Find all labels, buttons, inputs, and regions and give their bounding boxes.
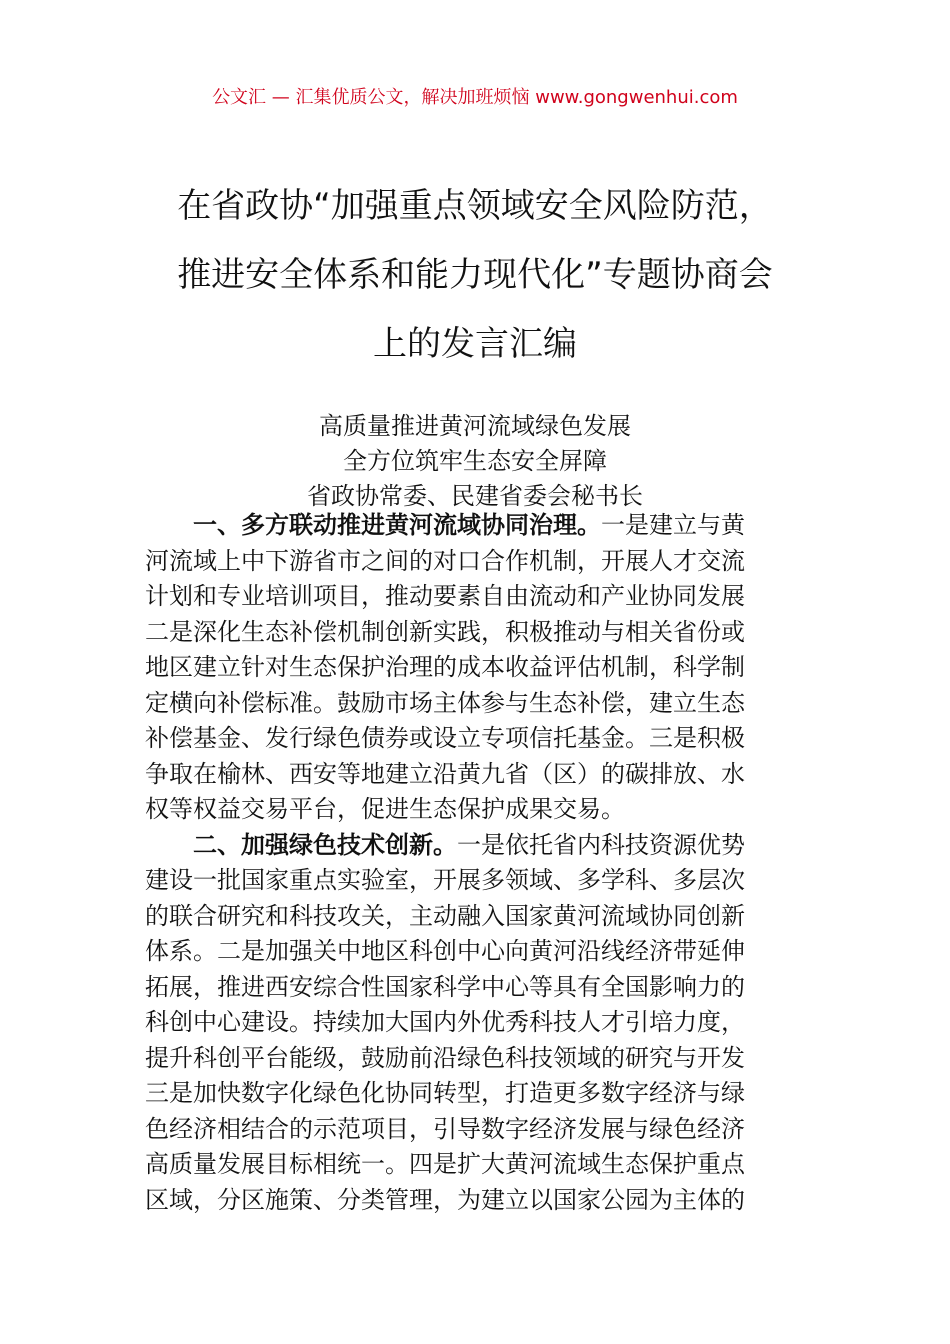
section2-line: 科创中心建设。持续加大国内外优秀科技人才引培力度，: [145, 1008, 745, 1036]
section2-line: 拓展，推进西安综合性国家科学中心等具有全国影响力的: [145, 972, 745, 1001]
section1-line: 争取在榆林、西安等地建立沿黄九省（区）的碳排放、水: [145, 759, 745, 788]
section1-line: 二是深化生态补偿机制创新实践，积极推动与相关省份或: [145, 617, 745, 646]
section2-line: 色经济相结合的示范项目，引导数字经济发展与绿色经济: [145, 1114, 745, 1143]
section2-line: 区域，分区施策、分类管理，为建立以国家公园为主体的: [145, 1185, 745, 1214]
section1-line: 地区建立针对生态保护治理的成本收益评估机制，科学制: [145, 653, 745, 681]
speaker-title: 省政协常委、民建省委会秘书长: [307, 482, 643, 510]
section1-line: 定横向补偿标准。鼓励市场主体参与生态补偿，建立生态: [145, 688, 745, 717]
section2-heading: 二、加强绿色技术创新。: [193, 830, 457, 859]
header-banner: 公文汇 — 汇集优质公文，解决加班烦恼 www.gongwenhui.com: [212, 87, 738, 108]
section2-line: 建设一批国家重点实验室，开展多领域、多学科、多层次: [145, 866, 745, 894]
section1-line: 补偿基金、发行绿色债券或设立专项信托基金。三是积极: [145, 724, 745, 752]
title-line-1: 在省政协“加强重点领域安全风险防范，: [177, 186, 773, 226]
section2-line: 体系。二是加强关中地区科创中心向黄河沿线经济带延伸: [145, 937, 745, 965]
body-text: [145, 508, 810, 1218]
speech-heading-1: 高质量推进黄河流域绿色发展: [319, 412, 631, 440]
section1-line: 权等权益交易平台，促进生态保护成果交易。: [145, 795, 625, 823]
speech-heading-2: 全方位筑牢生态安全屏障: [343, 447, 607, 475]
section1-line: 河流域上中下游省市之间的对口合作机制，开展人才交流: [145, 546, 745, 575]
title-line-2: 推进安全体系和能力现代化”专题协商会: [177, 255, 773, 295]
section1-first-line: [145, 508, 810, 544]
section2-line: 提升科创平台能级，鼓励前沿绿色科技领域的研究与开发: [145, 1043, 745, 1072]
document-title: [0, 172, 950, 379]
section1-first-line-text: 一是建立与黄: [601, 511, 745, 539]
section1-line: 计划和专业培训项目，推动要素自由流动和产业协同发展: [145, 582, 745, 610]
section1-heading: 一、多方联动推进黄河流域协同治理。: [193, 511, 601, 539]
section2-line: 三是加快数字化绿色化协同转型，打造更多数字经济与绿: [145, 1079, 745, 1107]
section2-line: 的联合研究和科技攻关，主动融入国家黄河流域协同创新: [145, 901, 745, 930]
title-line-3: 上的发言汇编: [373, 324, 577, 364]
section2-line: 高质量发展目标相统一。四是扩大黄河流域生态保护重点: [145, 1150, 745, 1178]
section2-first-line-text: 一是依托省内科技资源优势: [457, 830, 745, 859]
section2-first-line: [145, 828, 810, 864]
